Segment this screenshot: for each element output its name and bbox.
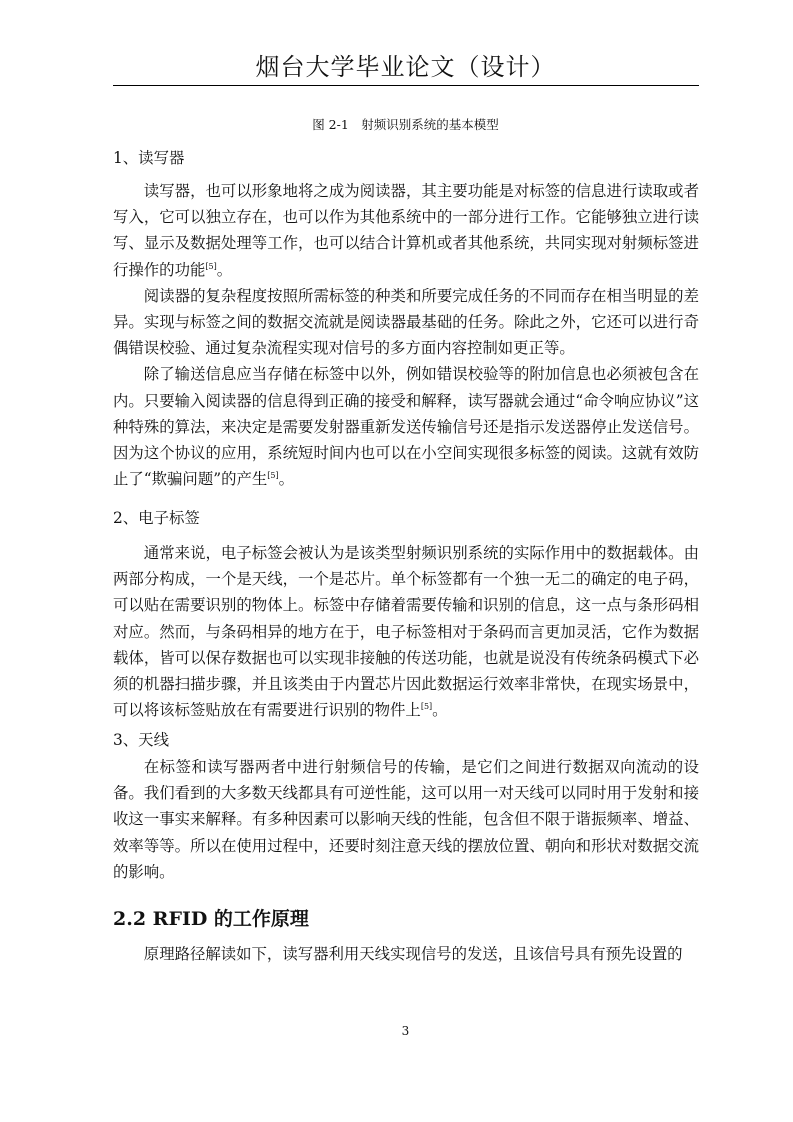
paragraph: 原理路径解读如下，读写器利用天线实现信号的发送，且该信号具有预先设置的 (143, 945, 683, 963)
section-heading-tag: 2、电子标签 (113, 509, 200, 527)
paragraph (113, 178, 699, 283)
header-divider (113, 85, 699, 86)
paragraph-end: 。 (432, 701, 448, 720)
paragraph (113, 540, 699, 723)
section-heading-reader: 1、读写器 (113, 149, 185, 167)
tag-paragraphs (113, 540, 699, 723)
reference-marker: [5] (205, 261, 217, 271)
reader-paragraphs (113, 178, 699, 492)
paragraph: 阅读器的复杂程度按照所需标签的种类和所要完成任务的不同而存在相当明显的差异。实现与标签之间的数据交流就是阅读器最基础的任务。除此之外，它还可以进行奇偶错误校验、通过复杂流程实现对信号的多方面内容控制如更正等。 (113, 286, 699, 358)
page-header-title: 烟台大学毕业论文（设计） (255, 53, 556, 81)
reference-marker: [5] (420, 702, 433, 712)
principle-paragraphs (113, 941, 699, 967)
paragraph-text: 除了输送信息应当存储在标签中以外，例如错误校验等的附加信息也必须被包含在内。只要输入阅读器的信息得到正确的接受和解释，读写器就会通过“命令响应协议”这种特殊的算法，来决定是需要发射器重新发送传输信号还是指示发送器停止发送信号。因为这个协议的应用，系统短时间内也可以在小空间实现很多标签的阅读。这就有效防止了“欺骗问题”的产生 (113, 365, 699, 489)
reference-marker: [5] (267, 471, 279, 481)
paragraph: 在标签和读写器两者中进行射频信号的传输，是它们之间进行数据双向流动的设备。我们看到的大多数天线都具有可逆性能，这可以用一对天线可以同时用于发射和接收这一事实来解释。有多种因素可以影响天线的性能，包含但不限于谐振频率、增益、效率等等。所以在使用过程中，还要时刻注意天线的摆放位置、朝向和形状对数据交流的影响。 (113, 758, 699, 881)
paragraph (113, 361, 699, 492)
section-heading-antenna: 3、天线 (113, 731, 169, 749)
figure-caption: 图 2-1 射频识别系统的基本模型 (312, 117, 499, 132)
antenna-paragraphs (113, 754, 699, 885)
paragraph-end: 。 (278, 470, 295, 489)
paragraph-end: 。 (216, 260, 233, 279)
paragraph-text: 通常来说，电子标签会被认为是该类型射频识别系统的实际作用中的数据载体。由两部分构成，一个是天线，一个是芯片。单个标签都有一个独一无二的确定的电子码，可以贴在需要识别的物体上。标签中存储着需要传输和识别的信息，这一点与条形码相对应。然而，与条码相异的地方在于，电子标签相对于条码而言更加灵活，它作为数据载体，皆可以保存数据也可以实现非接触的传送功能，也就是说没有传统条码模式下必须的机器扫描步骤，并且该类由于内置芯片因此数据运行效率非常快，在现实场景中，可以将该标签贴放在有需要进行识别的物件上 (113, 544, 699, 720)
page-number: 3 (401, 1024, 410, 1038)
paragraph-text: 读写器，也可以形象地将之成为阅读器，其主要功能是对标签的信息进行读取或者写入，它可以独立存在，也可以作为其他系统中的一部分进行工作。它能够独立进行读写、显示及数据处理等工作，也可以结合计算机或者其他系统，共同实现对射频标签进行操作的功能 (113, 182, 699, 279)
section-title-rfid-principle: 2.2 RFID 的工作原理 (113, 908, 309, 930)
